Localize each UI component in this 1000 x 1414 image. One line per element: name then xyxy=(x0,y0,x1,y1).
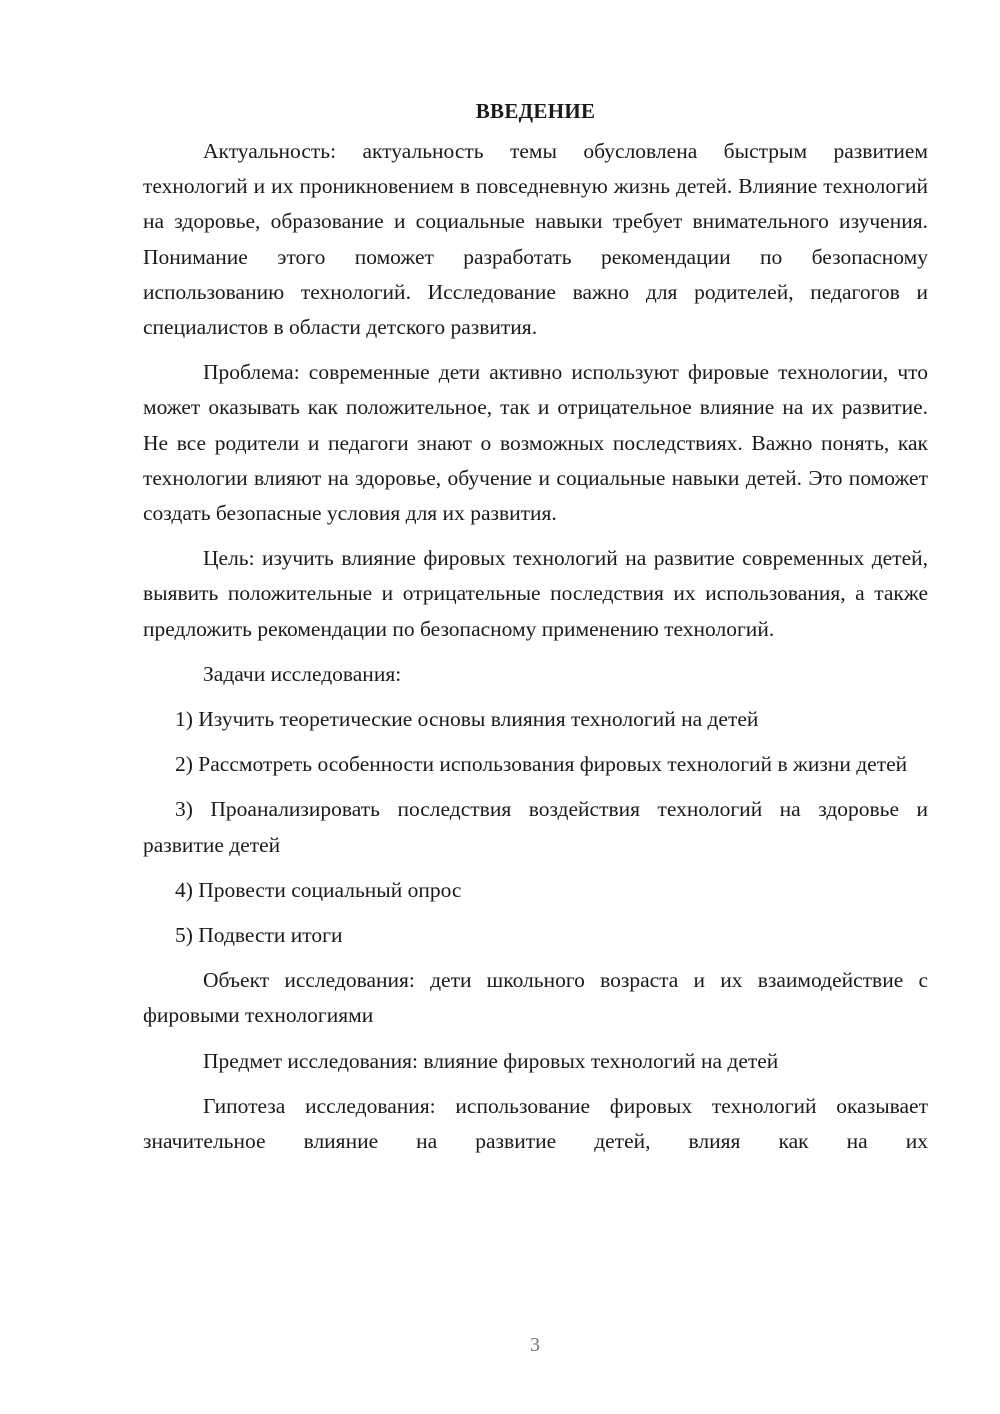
page-number: 3 xyxy=(530,1334,540,1356)
goal-paragraph: Цель: изучить влияние фировых технологий на развитие современных детей, выявить положительные и отрицательные последствия их использования, а также предложить рекомендации по безопасному применению технологий. xyxy=(143,546,928,641)
problem-paragraph: Проблема: современные дети активно используют фировые технологии, что может оказывать как положительное, так и отрицательное влияние на их развитие. Не все родители и педагоги знают о возможных последствиях. Важно понять, как технологии влияют на здоровье, обучение и социальные навыки детей. Это поможет создать безопасные условия для их развития. xyxy=(143,360,928,526)
page-title: ВВЕДЕНИЕ xyxy=(475,99,596,123)
tasks-heading: Задачи исследования: xyxy=(203,661,402,686)
task-item-4: 4) Провести социальный опрос xyxy=(175,877,462,902)
object-paragraph: Объект исследования: дети школьного возраста и их взаимодействие с фировыми технологиями xyxy=(143,968,928,1028)
task-item-2: 2) Рассмотреть особенности использования фировых технологий в жизни детей xyxy=(175,752,908,777)
task-item-5: 5) Подвести итоги xyxy=(175,923,343,948)
document-page xyxy=(143,96,928,1159)
relevance-paragraph: Актуальность: актуальность темы обусловлена быстрым развитием технологий и их проникновением в повседневную жизнь детей. Влияние технологий на здоровье, образование и социальные навыки требует внимательного изучения. Понимание этого поможет разработать рекомендации по безопасному использованию технологий. Исследование важно для родителей, педагогов и специалистов в области детского развития. xyxy=(143,139,928,340)
hypothesis-paragraph: Гипотеза исследования: использование фировых технологий оказывает значительное влияние на развитие детей, влияя как на их xyxy=(143,1093,928,1154)
task-item-1: 1) Изучить теоретические основы влияния технологий на детей xyxy=(175,707,759,732)
task-item-3: 3) Проанализировать последствия воздействия технологий на здоровье и развитие детей xyxy=(143,797,928,857)
subject-paragraph: Предмет исследования: влияние фировых технологий на детей xyxy=(203,1048,779,1073)
